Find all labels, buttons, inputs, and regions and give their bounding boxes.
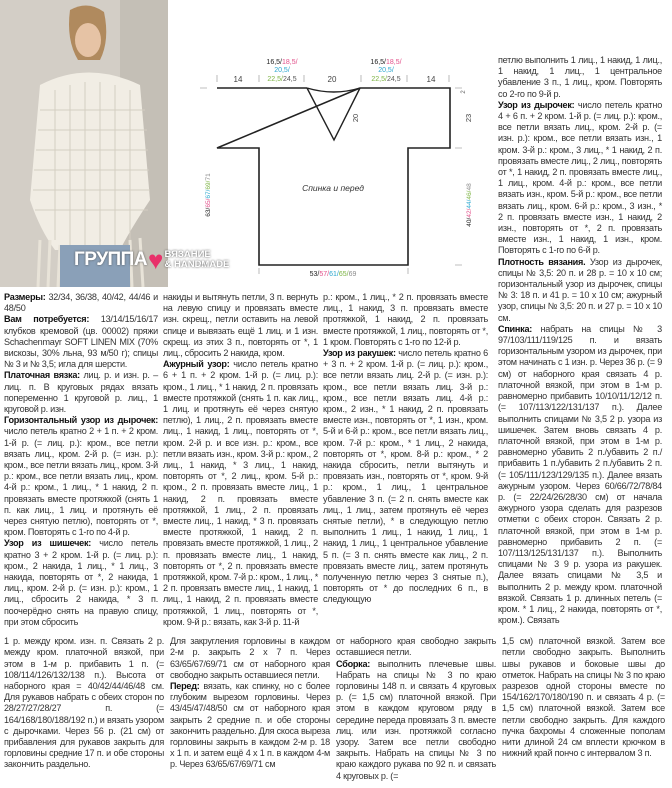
paragraph-text: 13/14/15/16/17 клубков кремовой (цв. 00002) пряжи Schachenmayr SOFT LINEN MIX (70% вискозы, 30% льна, 93 м/50 г); спицы № 3 и № 3,5; игла для шерсти.: [4, 314, 158, 370]
sleeve-height: 23: [464, 113, 473, 123]
text-column-4: [498, 0, 662, 628]
paragraph-text: выполнить плечевые швы. Набрать на спицы № 3 по краю горловины 148 п. и связать 4 круговых р. (= 1,5 см) платочной вязкой. При этом в каждом круговом ряду в середине переда провязать 3 п. вместе лиц. или изн. протяжкой согласно узору. Затем все петли свободно закрыть. Набрать на спицы № 3 по краю каждого рукава по 92 п. и связать 4 круговых р. (=: [336, 658, 496, 781]
right-sleeve-width: 14: [426, 75, 436, 84]
paragraph: [323, 348, 488, 606]
paragraph-text: 32/34, 36/38, 40/42, 44/46 и 48/50: [4, 292, 158, 314]
diagram-label: Спинка и перед: [302, 183, 364, 193]
paragraph: [323, 292, 488, 348]
right-shoulder-sizes-line2: 20,5/: [378, 67, 394, 74]
paragraph: [336, 636, 496, 658]
text-column-3: [323, 292, 488, 628]
paragraph-heading: Узор из ракушек:: [323, 348, 396, 359]
neck-width: 20: [327, 75, 337, 84]
paragraph: [163, 292, 318, 359]
paragraph: [170, 636, 330, 681]
paragraph-text: 1,5 см) платочной вязкой. Затем все петли свободно закрыть. Выполнить швы рукавов и боковые швы до отметок. Набрать на спицы № 3 по краю разрезов одной стороны вместе по 154/162/170/180/190 п. и связать 4 р. (= 1,5 см) платочной вязкой. Затем все петли свободно закрыть. Для каждого пучка бахромы 4 сложенные пополам нити длиной 24 см вплести крючком в нижний край пончо с интервалом 3 п.: [502, 636, 665, 759]
bottom-column-1: [4, 636, 164, 782]
paragraph-text: Для закругления горловины в каждом 2-м р. закрыть 2 x 7 п. Через 63/65/67/69/71 см от наборного края свободно закрыть оставшиеся петли.: [170, 636, 330, 680]
paragraph: [4, 370, 158, 415]
paragraph-heading: Вам потребуется:: [4, 314, 90, 325]
paragraph-heading: Узор из шишечек:: [4, 538, 92, 549]
paragraph-text: Узор из дырочек, спицы № 3,5: 20 п. и 28 р. = 10 x 10 см; горизонтальный узор из дырочек, спицы № 3: 18 п. и 41 р. = 10 x 10 см; ажурный узор, спицы № 3,5: 20 п. и 27 р. = 10 x 10 см.: [498, 256, 662, 323]
paragraph-heading: Перед:: [170, 680, 200, 691]
paragraph: [4, 292, 158, 314]
paragraph-text: число петель кратно 3 + 2 кром. 1-й р. (= лиц. р.): кром., 2 накида, 1 лиц., * 1 лиц., 3 накида, повторять от *, 2 накида, 1 лиц., кром. 2-й р. (= изн. р.): кром., 1 лиц., сбросить 2 накида, * 3 п. поочерёдно снять на правую спицу, при этом сбросить: [4, 538, 158, 627]
top-edge-height: 2: [461, 90, 467, 94]
paragraph-heading: Сборка:: [336, 658, 371, 669]
text-column-1: [4, 292, 158, 628]
text-column-2: [163, 292, 318, 628]
paragraph-text: р.: кром., 1 лиц., * 2 п. провязать вместе лиц., 1 накид, 3 п. провязать вместе протяжкой, 1 накид, 2 п. провязать вместе протяжкой, 1 лиц., повторять от *, 1 кром. Повторять с 1-го по 12-й р.: [323, 292, 488, 347]
bottom-width-sizes: 53/57/61/65/69: [309, 271, 357, 278]
bottom-column-2: [170, 636, 330, 782]
left-sleeve-width: 14: [233, 75, 243, 84]
paragraph-text: число петель кратно 6 + 3 п. + 2 кром. 1-й р. (= лиц. р.): кром., все петли вязать лиц. 2-й р. (= изн. р.): кром., все петли вязать лиц. 3-й р.: кром., все петли вязать лиц. 4-й р.: кром., 2 изн., * 1 накид, 2 п. провязать вместе изн., повторять от *, 1 изн., кром. 5-й и 6-й р.: кром., все петли вязать лиц., кром. 7-й р.: кром., * 1 лиц., 2 накида, повторять от *, кром. 8-й р.: кром., * 2 накида сбросить, петли вытянуть и провязать изн., повторять от *, кром. 9-й р.: кром., 1 лиц., 1 центральное убавление 3 п. (= 2 п. снять вместе как лиц., 1 лиц., затем протянуть её через снятые петли), * в следующую петлю выполнить 1 лиц., 1 накид, 1 лиц., 1 накид, 1 лиц., 1 центральное убавление 5 п. (= 3 п. снять вместе как лиц., 2 п. провязать вместе лиц., затем протянуть полученную петлю через 3 снятые п.), повторять от * до последних 6 п., в следующую: [323, 348, 488, 605]
paragraph: [163, 359, 318, 628]
paragraph-heading: Спинка:: [498, 323, 533, 334]
paragraph-text: петлю выполнить 1 лиц., 1 накид, 1 лиц., 1 накид, 1 лиц., 1 центральное убавление 3 п., 1 лиц., кром. Повторять со 2-го по 9-й р.: [498, 55, 662, 99]
paragraph: [336, 659, 496, 782]
paragraph-text: число петель кратно 6 + 1 п. + 2 кром. 1-й р. (= лиц. р.): кром., 1 лиц., * 1 накид, 2 п. провязать вместе протяжкой (снять 1 п. как лиц., 1 лиц. и протянуть её через снятую петлю), 1 лиц., 2 п. провязать вместе лиц., 1 накид, 1 лиц., повторять от *, кром. 2-й р. и все изн. р.: кром., все петли вязать изн., кром. 3-й р.: кром., 2 лиц., 1 накид, * 3 лиц., 1 накид, повторять от *, 2 лиц., кром. 5-й р.: кром., 2 п. провязать вместе лиц., 1 накид, 2 п. провязать вместе протяжкой, 1 лиц., 2 п. провязать вместе лиц., 1 накид, * 3 п. провязать вместе протяжкой, 1 накид, 2 п. провязать вместе протяжкой, 1 лиц., 2 п. провязать вместе лиц., 1 накид, повторять от *, 2 п. провязать вместе протяжкой, кром. 7-й р.: кром., 1 лиц., * 2 п. провязать вместе лиц., 1 накид, 1 лиц., 1 накид, 2 п. провязать вместе протяжкой, 1 лиц., повторять от *, кром. 9-й р.: вязать, как 3-й р. 11-й: [163, 359, 318, 627]
total-height-sizes: 63/65/67/69/71: [205, 173, 212, 217]
paragraph-heading: Платочная вязка:: [4, 370, 80, 381]
left-shoulder-sizes-line1: 16,5/18,5/: [266, 59, 298, 66]
paragraph-heading: Горизонтальный узор из дырочек:: [4, 415, 158, 426]
top-visuals: [0, 0, 488, 292]
paragraph-heading: Размеры:: [4, 292, 46, 302]
logo-main-text: ГРУППА: [74, 249, 148, 270]
paragraph-text: 1 р. между кром. изн. п. Связать 2 р. между кром. платочной вязкой, при этом в 1-м р. прибавить 1 п. (= 108/114/126/132/138 п.). Высота от наборного края = 40/42/44/46/48 см. Для рукавов набрать с обеих сторон по 28/27/27/28/27 п. (= 164/168/180/188/192 п.) и вязать узором с дырочками. Через 56 р. (21 см) от прибавления для рукавов закрыть для горловины средние 17 п. и обе стороны закончить раздельно.: [4, 636, 164, 770]
paragraph: [498, 324, 662, 626]
paragraph-text: вязать, как спинку, но с более глубоким вырезом горловины. Через 43/45/47/48/50 см от наборного края закрыть 2 средние п. и обе стороны закончить раздельно. Для скоса выреза горловины закрыть в каждом 2-м р. 18 x 1 п. и затем ещё 4 x 1 п. в каждом 4-м р. Через 63/65/67/69/71 см: [170, 680, 330, 770]
paragraph: [498, 257, 662, 324]
paragraph-text: от наборного края свободно закрыть оставшиеся петли.: [336, 636, 496, 658]
bottom-column-4: [502, 636, 665, 782]
right-shoulder-sizes-line1: 16,5/18,5/: [370, 59, 402, 66]
right-shoulder-sizes-line3: 22,5/24,5: [371, 76, 401, 83]
paragraph-text: лиц. р. и изн. р. – лиц. п. В круговых рядах вязать попеременно 1 круговой р. лиц., 1 круговой р. изн.: [4, 370, 158, 415]
garment-outline: [217, 88, 450, 265]
paragraph: [4, 636, 164, 770]
dimension-ticks: [200, 75, 462, 274]
logo-sub-line-2: & HANDMADE: [164, 259, 230, 270]
paragraph: [4, 314, 158, 370]
side-height-sizes: 40/42/44/46/48: [466, 183, 473, 227]
neck-depth: 20: [351, 113, 360, 123]
paragraph: [4, 538, 158, 628]
left-shoulder-sizes-line3: 22,5/24,5: [267, 76, 297, 83]
paragraph-text: набрать на спицы № 3 97/103/111/119/125 п. и вязать горизонтальным узором из дырочек, при этом начинать с 1 изн. р. Через 36 р. (= 9 см) от наборного края связать 4 р. платочной вязкой, при этом в 1-м р. равномерно прибавить 10/10/11/12/12 п. (= 107/113/122/131/137 п.). Далее выполнить спицами № 3,5 2 р. узора из шишечек. Затем вновь связать 4 р. платочной вязкой, при этом в 1-м р. равномерно убавить 2 п./убавить 2 п./прибавить 1 п./убавить 2 п./убавить 2 п. (= 105/111/123/129/135 п.). Далее вязать ажурным узором. Через 60/66/72/78/84 р. (= 22/24/26/28/30 см) от начала ажурного узора сделать для разрезов отметки с обеих сторон. Связать 2 р. платочной вязкой, при этом в 1-м р. равномерно прибавить 2 п. (= 107/113/125/131/137 п.). Выполнить спицами № 3 9 р. узора из ракушек. Далее вязать спицами № 3,5 и выполнить 2 р. между кром. платочной вязкой. Связать 1 р. длинных петель (= кром. * 1 лиц., 2 накида, повторять от *, кром.). Связать: [498, 323, 662, 626]
paragraph-text: накиды и вытянуть петли, 3 п. вернуть на левую спицу и провязать вместе изн. скрещ., петли оставить на левой спице и вывязать ещё 1 лиц. и 1 изн. скрещ. из этих 3 п., повторять от *, 1 лиц., сбросить 2 накида, кром.: [163, 292, 318, 359]
paragraph: [170, 681, 330, 771]
paragraph-heading: Ажурный узор:: [163, 359, 230, 370]
bottom-text-section: [4, 636, 665, 782]
heart-icon: ♥: [148, 245, 164, 275]
paragraph-heading: Плотность вязания.: [498, 256, 586, 267]
paragraph-text: число петель кратно 2 + 1 п. + 2 кром. 1-й р. (= лиц. р.): кром., все петли вязать лиц., кром. 2-й р. (= изн. р.): кром., все петли вязать лиц., кром. 3-й р.: кром., все петли вязать лиц., кром. 4-й р.: кром., 1 лиц., * 1 накид, 2 п. провязать вместе протяжкой (снять 1 п. как лиц., 1 лиц. и протянуть её через снятую петлю), повторять от *, кром. Повторять с 1-го по 4-й р.: [4, 426, 158, 538]
bottom-column-3: [336, 636, 496, 782]
paragraph: [4, 415, 158, 538]
paragraph: [498, 55, 662, 100]
left-shoulder-sizes-line2: 20,5/: [274, 67, 290, 74]
paragraph-heading: Узор из дырочек:: [498, 99, 575, 110]
paragraph: [498, 100, 662, 257]
schematic-diagram: [195, 40, 485, 285]
logo-sub-line-1: ВЯЗАНИЕ: [164, 249, 211, 260]
paragraph: [502, 636, 665, 759]
paragraph-text: число петель кратно 4 + 6 п. + 2 кром. 1-й р. (= лиц. р.): кром., все петли вязать лиц., кром. 2-й р. (= изн. р.): кром., все петли вязать изн., 1 кром. 3-й р.: кром., 3 лиц., * 1 накид, 2 п. провязать вместе лиц., 2 лиц., повторять от *, 1 накид, 2 п. провязать вместе лиц., 1 лиц., кром. 4-й р.: кром., все петли вязать изн., кром. 5-й р.: кром., все петли вязать лиц., кром. 6-й р.: кром., 3 изн., * 2 п. провязать вместе изн., 1 накид, 2 изн., повторять от *, 2 п. провязать вместе изн., 1 накид, 1 изн., кром. Повторять с 1-го по 6-й р.: [498, 99, 663, 256]
